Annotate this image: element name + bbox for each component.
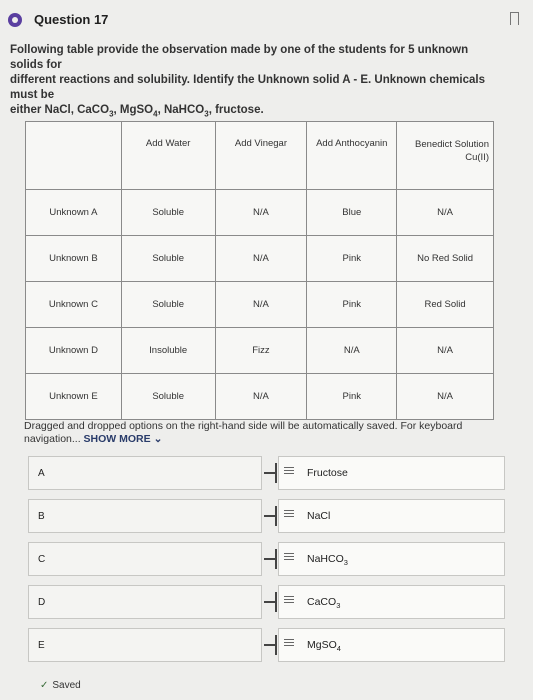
- table-cell: Unknown B: [26, 236, 122, 282]
- table-cell: N/A: [215, 236, 307, 282]
- table-cell: N/A: [307, 328, 397, 374]
- column-header: [26, 122, 122, 190]
- slot-label: E: [38, 640, 45, 651]
- drag-handle-icon[interactable]: [284, 510, 294, 519]
- draggable-option[interactable]: [278, 542, 505, 576]
- prompt-line: Following table provide the observation made by one of the students for 5 unknown solids for: [10, 44, 469, 71]
- show-more-link[interactable]: [84, 433, 163, 445]
- drop-slot-e[interactable]: [28, 628, 262, 662]
- connector-icon: [262, 456, 278, 490]
- table-cell: N/A: [397, 374, 494, 420]
- prompt-line: different reactions and solubility. Identify the Unknown solid A - E. Unknown chemicals must be: [10, 74, 485, 101]
- show-more-label: SHOW MORE: [83, 433, 151, 445]
- save-status-text: Saved: [52, 680, 81, 691]
- option-label: NaCl: [307, 510, 331, 522]
- save-status: [40, 680, 81, 691]
- option-label: CaCO: [307, 596, 337, 608]
- connector-icon: [262, 628, 278, 662]
- table-cell: Pink: [307, 282, 397, 328]
- column-header: Add Anthocyanin: [307, 122, 397, 190]
- observation-table: [25, 121, 494, 420]
- table-cell: Soluble: [121, 282, 215, 328]
- table-row: [26, 328, 494, 374]
- connector-icon: [262, 585, 278, 619]
- option-subscript: 3: [343, 558, 348, 568]
- option-label: Fructose: [307, 467, 348, 479]
- table-cell: Pink: [307, 374, 397, 420]
- question-prompt: [10, 43, 500, 121]
- drop-slot-a[interactable]: [28, 456, 262, 490]
- question-title: Question 17: [34, 12, 109, 27]
- table-row: [26, 236, 494, 282]
- table-cell: N/A: [215, 190, 307, 236]
- table-cell: N/A: [215, 374, 307, 420]
- drag-drop-instructions: [24, 420, 494, 446]
- connector-icon: [262, 542, 278, 576]
- column-header: Add Water: [121, 122, 215, 190]
- draggable-option[interactable]: [278, 499, 505, 533]
- table-cell: Soluble: [121, 190, 215, 236]
- table-row: [26, 282, 494, 328]
- slot-label: A: [38, 468, 45, 479]
- instruction-text: Dragged and dropped options on the right-hand side will be automatically saved. For keyboard navigation...: [24, 420, 463, 445]
- table-cell: Red Solid: [397, 282, 494, 328]
- question-status-icon: [8, 13, 22, 27]
- table-cell: Fizz: [215, 328, 307, 374]
- option-subscript: 3: [336, 601, 341, 611]
- table-cell: Pink: [307, 236, 397, 282]
- option-label: MgSO: [307, 639, 337, 651]
- table-cell: Unknown A: [26, 190, 122, 236]
- table-cell: N/A: [397, 190, 494, 236]
- table-cell: Soluble: [121, 374, 215, 420]
- slot-label: D: [38, 597, 46, 608]
- checkmark-icon: ✓: [40, 680, 49, 691]
- drag-handle-icon[interactable]: [284, 596, 294, 605]
- drag-handle-icon[interactable]: [284, 553, 294, 562]
- table-cell: Blue: [307, 190, 397, 236]
- option-subscript: 4: [336, 644, 341, 654]
- draggable-option[interactable]: [278, 585, 505, 619]
- table-cell: No Red Solid: [397, 236, 494, 282]
- table-row: [26, 190, 494, 236]
- column-header: Benedict Solution Cu(II): [397, 122, 494, 190]
- drag-handle-icon[interactable]: [284, 639, 294, 648]
- slot-label: C: [38, 554, 46, 565]
- drop-slot-d[interactable]: [28, 585, 262, 619]
- drag-handle-icon[interactable]: [284, 467, 294, 476]
- table-cell: N/A: [397, 328, 494, 374]
- drop-slot-b[interactable]: [28, 499, 262, 533]
- drop-slot-c[interactable]: [28, 542, 262, 576]
- table-cell: Unknown D: [26, 328, 122, 374]
- question-header: [8, 10, 525, 34]
- prompt-line: either NaCl, CaCO$_3$, MgSO$_4$, NaHCO$_3$, fructose.: [10, 104, 264, 119]
- draggable-option[interactable]: [278, 628, 505, 662]
- chevron-down-icon: ⌄: [153, 433, 163, 445]
- draggable-option[interactable]: [278, 456, 505, 490]
- slot-label: B: [38, 511, 45, 522]
- table-cell: Insoluble: [121, 328, 215, 374]
- table-cell: Unknown C: [26, 282, 122, 328]
- table-cell: Soluble: [121, 236, 215, 282]
- connector-icon: [262, 499, 278, 533]
- option-label: NaHCO: [307, 553, 344, 565]
- table-row: [26, 374, 494, 420]
- table-cell: N/A: [215, 282, 307, 328]
- bookmark-icon[interactable]: [510, 12, 519, 25]
- table-cell: Unknown E: [26, 374, 122, 420]
- column-header: Add Vinegar: [215, 122, 307, 190]
- table-header-row: [26, 122, 494, 190]
